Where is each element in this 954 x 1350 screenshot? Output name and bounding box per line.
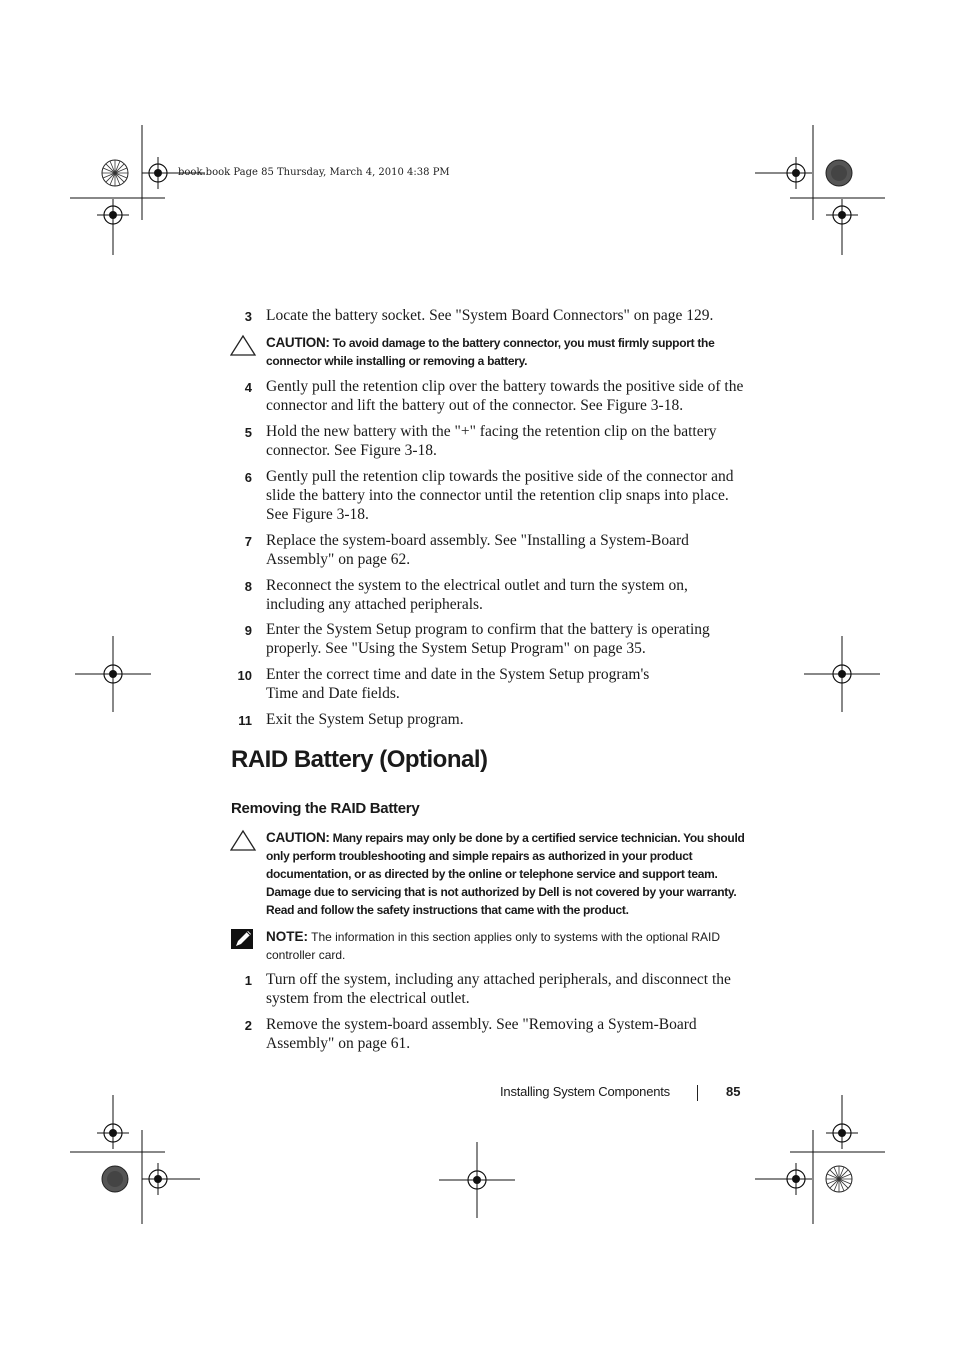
caution-label: CAUTION: bbox=[266, 830, 330, 845]
step-text: Replace the system-board assembly. See "Installing a System-Board Assembly" on page 62. bbox=[266, 532, 689, 568]
step-text: Remove the system-board assembly. See "Removing a System-Board Assembly" on page 61. bbox=[266, 1016, 697, 1052]
step-11 bbox=[230, 710, 750, 729]
step-number: 10 bbox=[237, 668, 252, 683]
step-number: 1 bbox=[244, 973, 252, 988]
step-9 bbox=[230, 620, 750, 658]
caution-triangle-icon bbox=[230, 334, 258, 358]
step-3 bbox=[230, 306, 750, 325]
step-text: Turn off the system, including any attached peripherals, and disconnect the system from the electrical outlet. bbox=[266, 971, 731, 1007]
step-text: Reconnect the system to the electrical outlet and turn the system on, including any attached peripherals. bbox=[266, 577, 688, 613]
caution-label: CAUTION: bbox=[266, 335, 330, 350]
caution-callout bbox=[230, 334, 750, 370]
step-text: Enter the System Setup program to confirm that the battery is operating properly. See "Using the System Setup Program" on page 35. bbox=[266, 621, 710, 657]
field-date: Date bbox=[328, 685, 358, 702]
step-text: Gently pull the retention clip towards the positive side of the connector and slide the battery into the connector until the retention clip snaps into place. See Figure 3-18. bbox=[266, 468, 734, 523]
page-number: 85 bbox=[726, 1084, 741, 1099]
subsection-heading: Removing the RAID Battery bbox=[231, 800, 420, 817]
step-2 bbox=[230, 1015, 750, 1053]
step-number: 7 bbox=[244, 534, 252, 549]
step-number: 11 bbox=[238, 713, 252, 728]
step-number: 5 bbox=[244, 425, 252, 440]
step-text: Enter the correct time and date in the System Setup program's Time and Date fields. bbox=[266, 666, 650, 702]
step-number: 2 bbox=[244, 1018, 252, 1033]
step-text: Exit the System Setup program. bbox=[266, 711, 464, 728]
footer-divider bbox=[697, 1085, 698, 1101]
step-number: 8 bbox=[244, 579, 252, 594]
caution-text: To avoid damage to the battery connector, you must firmly support the connector while installing or removing a battery. bbox=[266, 336, 715, 368]
step-text: Gently pull the retention clip over the battery towards the positive side of the connector and lift the battery out of the connector. See Figure 3-18. bbox=[266, 378, 744, 414]
note-text: The information in this section applies only to systems with the optional RAID controller card. bbox=[266, 930, 720, 962]
step-text: Hold the new battery with the "+" facing the retention clip on the battery connector. See Figure 3-18. bbox=[266, 423, 717, 459]
step-number: 4 bbox=[244, 380, 252, 395]
section-heading: RAID Battery (Optional) bbox=[231, 746, 488, 773]
step-number: 9 bbox=[244, 623, 252, 638]
step-number: 6 bbox=[244, 470, 252, 485]
step-5 bbox=[230, 422, 750, 460]
step-text: Locate the battery socket. See "System Board Connectors" on page 129. bbox=[266, 307, 714, 324]
caution-text: Many repairs may only be done by a certified service technician. You should only perform troubleshooting and simple repairs as authorized in your product documentation, or as directed by the online or telephone service and support team. Damage due to servicing that is not authorized by Dell is not covered by your warranty. Read and follow the safety instructions that came with the product. bbox=[266, 831, 745, 917]
step-4 bbox=[230, 377, 750, 415]
note-callout bbox=[230, 928, 750, 964]
note-label: NOTE: bbox=[266, 929, 308, 944]
print-slug: book.book Page 85 Thursday, March 4, 2010 4:38 PM bbox=[178, 167, 450, 178]
footer-section-title: Installing System Components bbox=[500, 1084, 670, 1099]
note-pencil-icon bbox=[230, 928, 258, 952]
caution-callout bbox=[230, 829, 750, 919]
step-7 bbox=[230, 531, 750, 569]
step-number: 3 bbox=[244, 309, 252, 324]
step-6 bbox=[230, 467, 750, 524]
step-10 bbox=[230, 665, 750, 703]
step-8 bbox=[230, 576, 750, 614]
field-time: Time bbox=[266, 685, 299, 702]
caution-triangle-icon bbox=[230, 829, 258, 853]
step-1 bbox=[230, 970, 750, 1008]
